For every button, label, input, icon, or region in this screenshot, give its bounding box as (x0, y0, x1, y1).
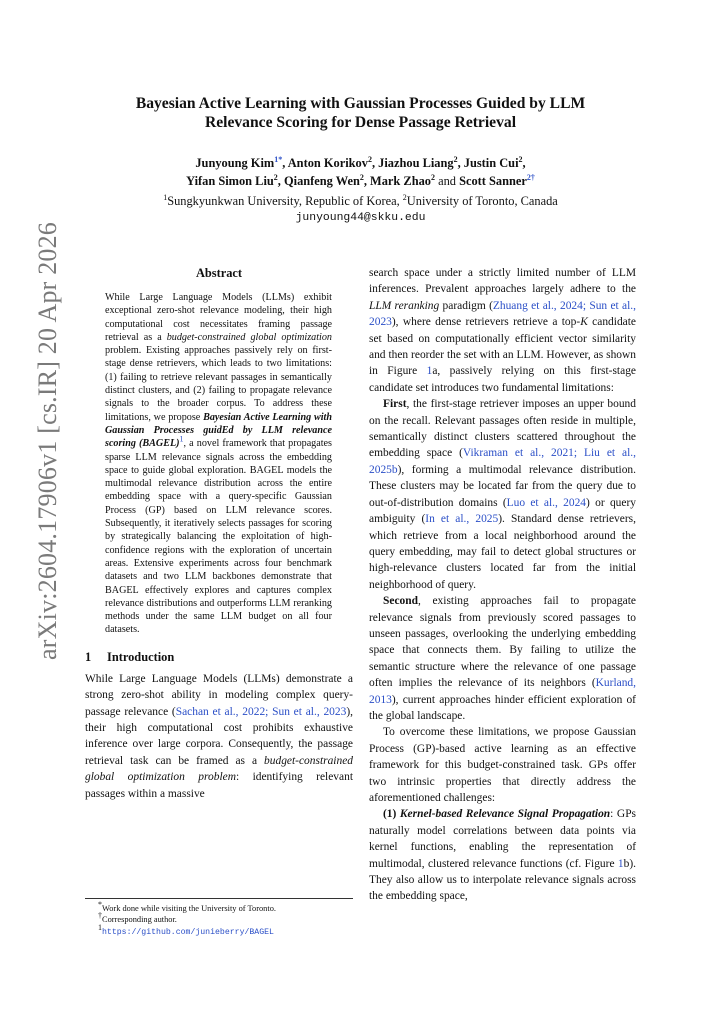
section-number: 1 (85, 649, 92, 664)
body-text: ), where dense retrievers retrieve a top- (391, 316, 581, 329)
section-heading-introduction (85, 649, 353, 665)
abstract-text: , a novel framework that propagates sparse LLM relevance signals across the embedding space to guide global exploration. BAGEL models the multimodal relevance distribution across the entire embedding space with a query-specific Gaussian Process (GP) based on LLM relevance scores. Subsequently, it iteratively selects passages for scoring by strategically balancing the exploitation of high-confidence regions with the exploration of uncertain areas. Extensive experiments across four benchmark datasets and two LLM backbones demonstrate that BAGEL effectively explores and captures complex relevance distributions and outperforms LLM reranking methods under the same LLM budget on all four datasets. (105, 438, 332, 636)
body-paragraph: To overcome these limitations, we propose Gaussian Process (GP)-based active learning as an effective framework for this budget-constrained task. GPs offer two intrinsic properties that directly address the aforementioned challenges: (369, 726, 636, 804)
author-and: and (438, 174, 456, 188)
citation-link[interactable]: In et al., 2025 (425, 513, 499, 526)
method-short-name: (BAGEL) (139, 438, 180, 450)
author-sup: 2 (430, 172, 435, 182)
abstract-text: problem. Existing approaches passively rely on first-stage dense retrievers, which leads to two limitations: (1) failing to retrieve relevant passages in semantically distinct clusters, and (2) failing to propagate relevance signals to the broader corpus. To address these limitations, we propose (105, 345, 332, 423)
author-name: Jiazhou Liang (378, 156, 454, 170)
affiliation-line (90, 193, 631, 210)
body-text: : GPs naturally model correlations between data points via kernel functions, enabling the representation of multimodal, clustered relevance functions (cf. Figure (369, 808, 636, 870)
author-name: Mark Zhao (370, 174, 431, 188)
body-bold: Second (383, 595, 418, 608)
body-text: ), their high computational cost prohibits exhaustive inference over large corpora. Consequently, the passage retrieval task can be framed as a (85, 705, 353, 767)
body-text: , existing approaches fail to propagate relevance signals from previously scored passages to unseen passages, overlooking the underlying embedding space that connects them. By failing to utilize the semantic structure where the relevance of one passage often implies the relevance of its neighbors ( (369, 595, 636, 690)
affiliations (90, 193, 631, 227)
paper-title (90, 94, 631, 132)
author-email: junyoung44@skku.edu (295, 212, 426, 224)
author-name: Qianfeng Wen (283, 174, 360, 188)
intro-paragraph (85, 671, 353, 802)
abstract-emphasis: budget-constrained global optimization (166, 331, 332, 343)
left-column (85, 265, 353, 802)
body-text: a, passively relying on this first-stage candidate set introduces two fundamental limitations: (369, 365, 636, 394)
footnotes (85, 898, 353, 938)
author-name: Justin Cui (463, 156, 519, 170)
citation-link[interactable]: Zhuang et al., 2024; Sun et al., 2023 (369, 299, 636, 329)
author-sup: 2 (273, 172, 278, 182)
author-sup: 2 (359, 172, 364, 182)
affil-sup: 1 (163, 192, 168, 202)
body-text: paradigm ( (439, 299, 493, 312)
footnote (85, 911, 353, 925)
arxiv-stamp: arXiv:2604.17906v1 [cs.IR] 20 Apr 2026 (33, 222, 62, 660)
body-text: ). Standard dense retrievers, which retrieve from a local neighborhood around the query embedding, may fail to detect global structures or high-relevance clusters located far from the initial neighborhood of query. (369, 513, 636, 591)
title-line-1: Bayesian Active Learning with Gaussian Processes Guided by LLM (135, 95, 586, 112)
right-column (369, 265, 636, 905)
body-paragraph (369, 593, 636, 724)
body-text: ), current approaches hinder efficient exploration of the global landscape. (369, 693, 636, 722)
body-text: , the first-stage retriever imposes an upper bound on the recall. Relevant passages often reside in multiple, semantically distinct clusters scattered throughout the embedding space ( (369, 398, 636, 460)
body-text: While Large Language Models (LLMs) demonstrate a strong zero-shot ability in modeling complex query-passage relevance ( (85, 672, 353, 718)
author-name: Yifan Simon Liu (186, 174, 274, 188)
author-sup: 2 (518, 154, 523, 164)
author-name: Junyoung Kim (195, 156, 275, 170)
footnote (85, 923, 353, 938)
body-text: ), forming a multimodal relevance distribution. These clusters may be located far from the query due to out-of-distribution domains ( (369, 463, 636, 509)
body-paragraph (369, 806, 636, 904)
citation-link[interactable]: Vikraman et al., 2021; Liu et al., 2025b (369, 447, 637, 476)
body-bold: First (383, 398, 407, 411)
author-sup: 2 (367, 154, 372, 164)
footnote (85, 900, 353, 914)
author-sup: 2 (453, 154, 458, 164)
title-line-2: Relevance Scoring for Dense Passage Retrieval (204, 114, 517, 131)
body-emphasis: budget-constrained global optimization problem (85, 754, 353, 784)
abstract-heading: Abstract (195, 266, 243, 280)
author-sup[interactable]: 1* (274, 154, 283, 164)
body-paragraph (369, 396, 636, 593)
citation-link[interactable]: Sachan et al., 2022; Sun et al., 2023 (175, 705, 347, 718)
footnote-text: Work done while visiting the University of Toronto. (102, 904, 276, 913)
author-name: Scott Sanner (459, 174, 527, 188)
figure-link[interactable]: 1 (617, 857, 624, 870)
body-text: candidate set based on computationally efficient vector similarity and then reorder the set with an LLM. However, as shown in Figure (369, 316, 636, 378)
footnote-text: Corresponding author. (102, 915, 177, 925)
math-symbol: K (580, 316, 588, 329)
author-line-2: Yifan Simon Liu$^2$, Qianfeng Wen$^2$, Mark Zhao$^2$ and Scott Sanner$^{2\dagger}$ (186, 172, 535, 188)
section-title: Introduction (107, 649, 175, 664)
body-emphasis: LLM reranking (369, 299, 440, 312)
affiliation-2: University of Toronto, Canada (406, 194, 558, 208)
affil-sup: 2 (402, 192, 407, 202)
abstract-body (105, 291, 332, 637)
body-bold: (1) (383, 808, 400, 821)
citation-link[interactable]: Kurland, 2013 (369, 677, 636, 706)
body-paragraph (369, 265, 636, 396)
footnote-mark: * (98, 900, 102, 910)
footnote-ref[interactable]: 1 (179, 434, 184, 444)
body-bold-italic: Kernel-based Relevance Signal Propagation (399, 808, 611, 821)
author-line-1: Junyoung Kim$^{1*}$, Anton Korikov$^2$, Jiazhou Liang$^2$, Justin Cui$^2$, (195, 154, 526, 170)
body-text: b). They also allow us to interpolate relevance signals across the embedding space, (369, 857, 636, 903)
method-full-name: Bayesian Active Learning with Gaussian Processes guidEd by LLM relevance scoring (105, 411, 332, 450)
author-list (90, 154, 631, 190)
abstract-text: While Large Language Models (LLMs) exhibit exceptional zero-shot relevance modeling, their high computational cost necessitates framing passage retrieval as a (105, 292, 332, 343)
citation-link[interactable]: Luo et al., 2024 (506, 496, 587, 509)
footnote-mark: † (98, 911, 102, 921)
body-text: : identifying relevant passages within a massive (85, 771, 354, 800)
affiliation-1: Sungkyunkwan University, Republic of Korea, (167, 194, 403, 208)
figure-link[interactable]: 1 (426, 365, 433, 378)
author-sup[interactable]: 2† (526, 172, 535, 182)
body-text: search space under a strictly limited number of LLM inferences. Prevalent approaches largely adhere to the (369, 267, 636, 296)
author-name: Anton Korikov (287, 156, 368, 170)
body-text: ) or query ambiguity ( (369, 496, 636, 526)
footnote-mark: 1 (98, 923, 102, 933)
repo-link[interactable]: https://github.com/junieberry/BAGEL (102, 927, 274, 937)
